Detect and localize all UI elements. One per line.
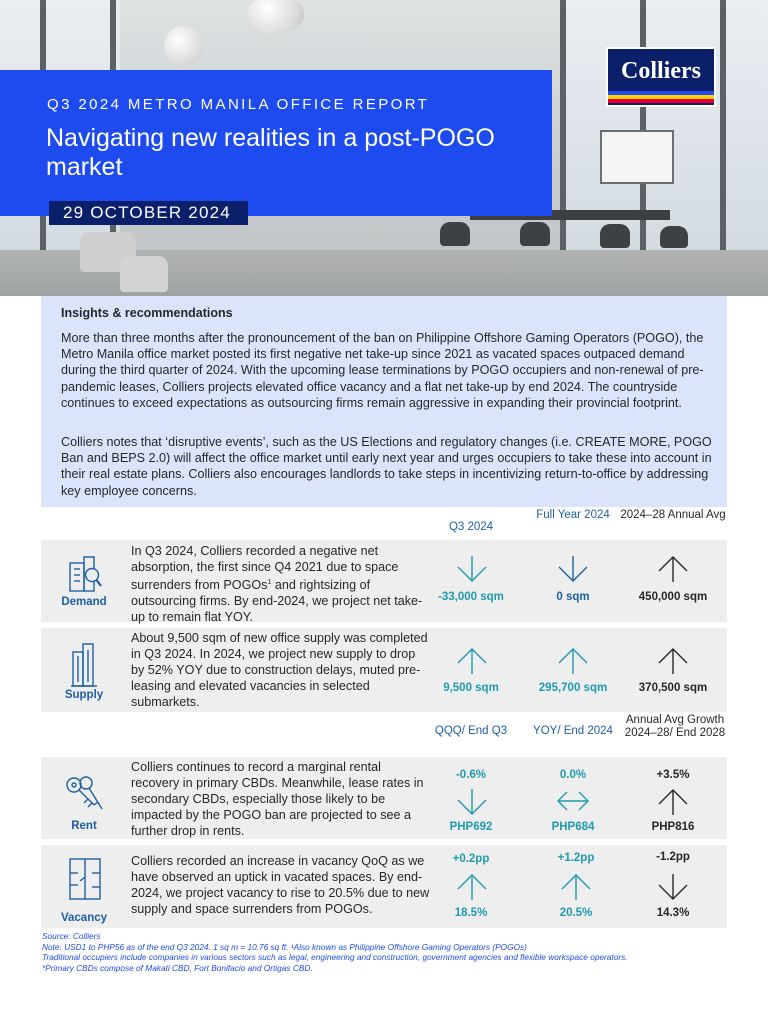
arrow-up-icon (656, 554, 690, 584)
chair (520, 222, 550, 246)
vacancy-end-q3-value: 18.5% (454, 907, 488, 919)
vacancy-annual-change: -1.2pp (656, 851, 690, 863)
pendant-lamp (164, 26, 204, 66)
pendant-lamp (248, 0, 304, 34)
vacancy-end-2024-value: 20.5% (559, 907, 593, 919)
keys-icon (64, 775, 106, 815)
arrow-left-right-icon (555, 789, 591, 813)
supply-full-year-value: 295,700 sqm (538, 682, 608, 694)
logo-wordmark: Colliers (621, 58, 701, 84)
building-magnifier-icon (66, 553, 104, 593)
column-header-annual-avg-growth: Annual Avg Growth 2024–28/ End 2028 (624, 714, 726, 739)
arrow-down-icon (556, 554, 590, 584)
arrow-down-icon (455, 554, 489, 584)
column-header-yoy-end-2024: YOY/ End 2024 (533, 725, 613, 737)
row-label-supply: Supply (64, 689, 104, 701)
column-header-annual-avg: 2024–28 Annual Avg (620, 509, 726, 521)
footnote-primary-cbds: *Primary CBDs compose of Makati CBD, Fort Bonifacio and Ortigas CBD. (42, 962, 313, 973)
report-title: Navigating new realities in a post-POGO market (46, 124, 495, 181)
chair (660, 226, 688, 248)
projector-screen (600, 130, 674, 184)
skyscraper-icon (70, 642, 100, 688)
row-label-vacancy: Vacancy (60, 912, 108, 924)
chair (600, 224, 630, 248)
footnote-occupiers: Traditional occupiers include companies in various sectors such as legal, engineering and construction, government agencies and flexible workspace operators. (42, 952, 628, 963)
footnote-note: Note: USD1 to PHP56 as of the end Q3 2024. 1 sq m = 10.76 sq ft. ¹Also known as Philippine Offshore Gaming Operators (POGOs) (42, 941, 527, 952)
vacancy-end-2028-value: 14.3% (656, 907, 690, 919)
footnote-source: Source: Colliers (42, 931, 101, 941)
column-header-qqq-end-q3: QQQ/ End Q3 (434, 725, 508, 737)
rent-description: Colliers continues to record a marginal rental recovery in primary CBDs. Meanwhile, lease rates in secondary CBDs, especially those likely to be impacted by the POGO ban are projected to see a further drop in rents. (131, 760, 424, 838)
rent-annual-growth: +3.5% (656, 769, 690, 781)
chair (120, 256, 168, 292)
vacancy-qoq-change: +0.2pp (452, 853, 490, 865)
footnote-marker: 1 (267, 579, 272, 586)
logo-stripes (608, 91, 714, 105)
column-header-full-year-2024: Full Year 2024 (536, 509, 610, 521)
colliers-logo (606, 47, 716, 107)
demand-q3-value: -33,000 sqm (438, 591, 504, 603)
rent-end-2028-value: PHP816 (651, 821, 695, 833)
insights-paragraph: Colliers notes that ‘disruptive events’, such as the US Elections and regulatory changes (i.e. CREATE MORE, POGO Ban and BEPS 2.0) will affect the office market until early next year and urges occupiers to take these into account in their real estate plans. Colliers also encourages landlords to take steps in incentivizing return-to-office by addressing key employee concerns. (61, 435, 712, 498)
row-label-rent: Rent (71, 820, 97, 832)
floorplan-icon (68, 857, 102, 901)
supply-description: About 9,500 sqm of new office supply was completed in Q3 2024. In 2024, we project new supply to drop by 52% YOY due to construction delays, muted pre-leasing and elevated vacancies in selected submarkets. (131, 631, 428, 709)
arrow-up-icon (656, 787, 690, 817)
arrow-up-icon (455, 646, 489, 676)
supply-annual-avg-value: 370,500 sqm (638, 682, 708, 694)
vacancy-yoy-change: +1.2pp (557, 852, 595, 864)
chair (440, 222, 470, 246)
arrow-up-icon (559, 872, 593, 902)
insights-paragraph: More than three months after the pronouncement of the ban on Philippine Offshore Gaming Operators (POGO), the Metro Manila office market posted its first negative net take-up since 2021 as vacated spaces outpaced demand during the third quarter of 2024. With the upcoming lease terminations by POGO occupiers and non-renewal of pre-pandemic leases, Colliers projects elevated office vacancy and a flat net take-up by end 2024. The countryside continues to exceed expectations as outsourcing firms remain aggressive in expanding their provincial footprint. (61, 331, 704, 410)
rent-end-q3-value: PHP692 (449, 821, 493, 833)
demand-full-year-value: 0 sqm (556, 591, 590, 603)
rent-qoq-change: -0.6% (455, 769, 487, 781)
rent-end-2024-value: PHP684 (551, 821, 595, 833)
supply-q3-value: 9,500 sqm (443, 682, 499, 694)
arrow-down-icon (656, 872, 690, 902)
demand-annual-avg-value: 450,000 sqm (638, 591, 708, 603)
insights-heading: Insights & recommendations (61, 306, 233, 320)
demand-description: In Q3 2024, Colliers recorded a negative net absorption, the first since Q4 2021 due to space surrenders from POGOs$^1$ and rightsizing of outsourcing firms. By end-2024, we project net take-up to remain flat YOY. (131, 544, 423, 625)
report-kicker: Q3 2024 METRO MANILA OFFICE REPORT (47, 96, 430, 113)
row-label-demand: Demand (61, 596, 107, 608)
arrow-up-icon (656, 646, 690, 676)
arrow-up-icon (556, 646, 590, 676)
column-header-q3-2024: Q3 2024 (448, 521, 494, 533)
report-date: 29 OCTOBER 2024 (63, 203, 231, 222)
arrow-down-icon (455, 787, 489, 817)
rent-yoy-change: 0.0% (559, 769, 587, 781)
arrow-up-icon (455, 872, 489, 902)
vacancy-description: Colliers recorded an increase in vacancy QoQ as we have observed an uptick in vacated spaces. By end-2024, we project vacancy to rise to 20.5% due to new supply and space surrenders from POGOs. (131, 854, 430, 916)
footnotes (42, 931, 732, 973)
